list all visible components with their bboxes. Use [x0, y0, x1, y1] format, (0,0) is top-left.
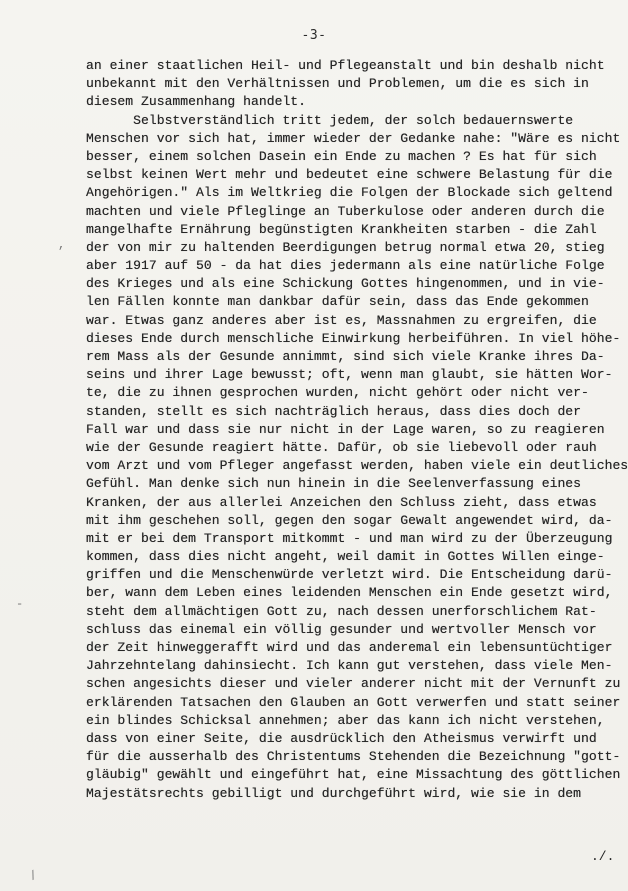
text-line: selbst keinen Wert mehr und bedeutet eine schwere Belastung für die — [86, 167, 613, 183]
text-line: ein blindes Schicksal annehmen; aber das kann ich nicht verstehen, — [86, 712, 605, 728]
text-line: te, die zu ihnen gesprochen wurden, nicht gehört oder nicht ver- — [86, 385, 589, 401]
text-line: diesem Zusammenhang handelt. — [86, 94, 307, 110]
text-line: mit er bei dem Transport mitkommt - und man wird zu der Überzeugung — [86, 530, 613, 546]
text-line: war. Etwas ganz anderes aber ist es, Massnahmen zu ergreifen, die — [86, 312, 597, 328]
text-line: kommen, dass dies nicht angeht, weil damit in Gottes Willen einge- — [86, 549, 605, 565]
text-line: machten und viele Pfleglinge an Tuberkulose oder anderen durch die — [86, 203, 605, 219]
text-line: Jahrzehntelang dahinsiecht. Ich kann gut verstehen, dass viele Men- — [86, 658, 613, 674]
text-line: Majestätsrechts gebilligt und durchgeführt wird, wie sie in dem — [86, 785, 582, 801]
text-line: len Fällen konnte man dankbar dafür sein, dass das Ende gekommen — [86, 294, 589, 310]
text-line: dieses Ende durch menschliche Einwirkung herbeiführen. In viel höhe- — [86, 330, 621, 346]
typed-body-text — [86, 57, 626, 803]
text-line: der von mir zu haltenden Beerdigungen betrug normal etwa 20, stieg — [86, 239, 605, 255]
text-line: mangelhafte Ernährung begünstigten Krankheiten starben - die Zahl — [86, 221, 597, 237]
margin-scribble: / — [26, 868, 41, 884]
text-line: der Zeit hinweggerafft wird und das anderemal ein lebensuntüchtiger — [86, 640, 613, 655]
text-line: rem Mass als der Gesunde annimmt, sind sich viele Kranke ihres Da- — [86, 349, 605, 364]
text-line: seins und ihrer Lage bewusst; oft, wenn man glaubt, sie hätten Wor- — [86, 367, 613, 383]
text-line: des Krieges und als eine Schickung Gottes hingenommen, und in vie- — [86, 276, 605, 292]
margin-tick: , — [58, 238, 66, 252]
text-line: schen angesichts dieser und vieler anderer nicht mit der Vernunft zu — [86, 676, 621, 692]
text-line: vom Arzt und vom Pfleger angefasst werden, haben viele ein deutliches — [86, 458, 628, 474]
text-line: mit ihm geschehen soll, gegen den sogar Gewalt angewendet wird, da- — [86, 512, 613, 528]
text-line: besser, einem solchen Dasein ein Ende zu machen ? Es hat für sich — [86, 148, 597, 164]
text-line: unbekannt mit den Verhältnissen und Problemen, um die es sich in — [86, 76, 589, 92]
text-line: griffen und die Menschenwürde verletzt wird. Die Entscheidung darü- — [86, 567, 613, 583]
text-line: Menschen vor sich hat, immer wieder der Gedanke nahe: "Wäre es nicht — [86, 130, 621, 146]
text-line: an einer staatlichen Heil- und Pflegeanstalt und bin deshalb nicht — [86, 58, 605, 73]
margin-dash: - — [16, 597, 24, 611]
text-line: Kranken, der aus allerlei Anzeichen den Schluss zieht, dass etwas — [86, 494, 597, 510]
text-line: ber, wann dem Leben eines leidenden Menschen ein Ende gesetzt wird, — [86, 585, 613, 601]
text-line: steht dem allmächtigen Gott zu, nach dessen unerforschlichem Rat- — [86, 603, 597, 619]
text-line: erklärenden Tatsachen den Glauben an Gott verwerfen und statt seiner — [86, 694, 621, 710]
text-line: Selbstverständlich tritt jedem, der solch bedauernswerte — [86, 112, 574, 128]
text-line: Angehörigen." Als im Weltkrieg die Folgen der Blockade sich geltend — [86, 185, 613, 201]
text-line: wie der Gesunde reagiert hätte. Dafür, ob sie liebevoll oder rauh — [86, 439, 597, 455]
text-line: standen, stellt es sich nachträglich heraus, dass dies doch der — [86, 403, 582, 419]
text-line: für die ausserhalb des Christentums Stehenden die Bezeichnung "gott- — [86, 749, 621, 765]
text-line: gläubig" gewählt und eingeführt hat, eine Missachtung des göttlichen — [86, 767, 621, 783]
continuation-mark: ./. — [591, 849, 615, 864]
text-line: aber 1917 auf 50 - da hat dies jedermann als eine natürliche Folge — [86, 258, 605, 274]
page-number: -3- — [301, 28, 327, 43]
text-line: dass von einer Seite, die ausdrücklich den Atheismus verwirft und — [86, 730, 597, 746]
text-line: Gefühl. Man denke sich nun hinein in die Seelenverfassung eines — [86, 476, 582, 492]
text-line: schluss das einemal ein völlig gesunder und wertvoller Mensch vor — [86, 621, 597, 637]
text-line: Fall war und dass sie nur nicht in der Lage waren, so zu reagieren — [86, 421, 605, 437]
